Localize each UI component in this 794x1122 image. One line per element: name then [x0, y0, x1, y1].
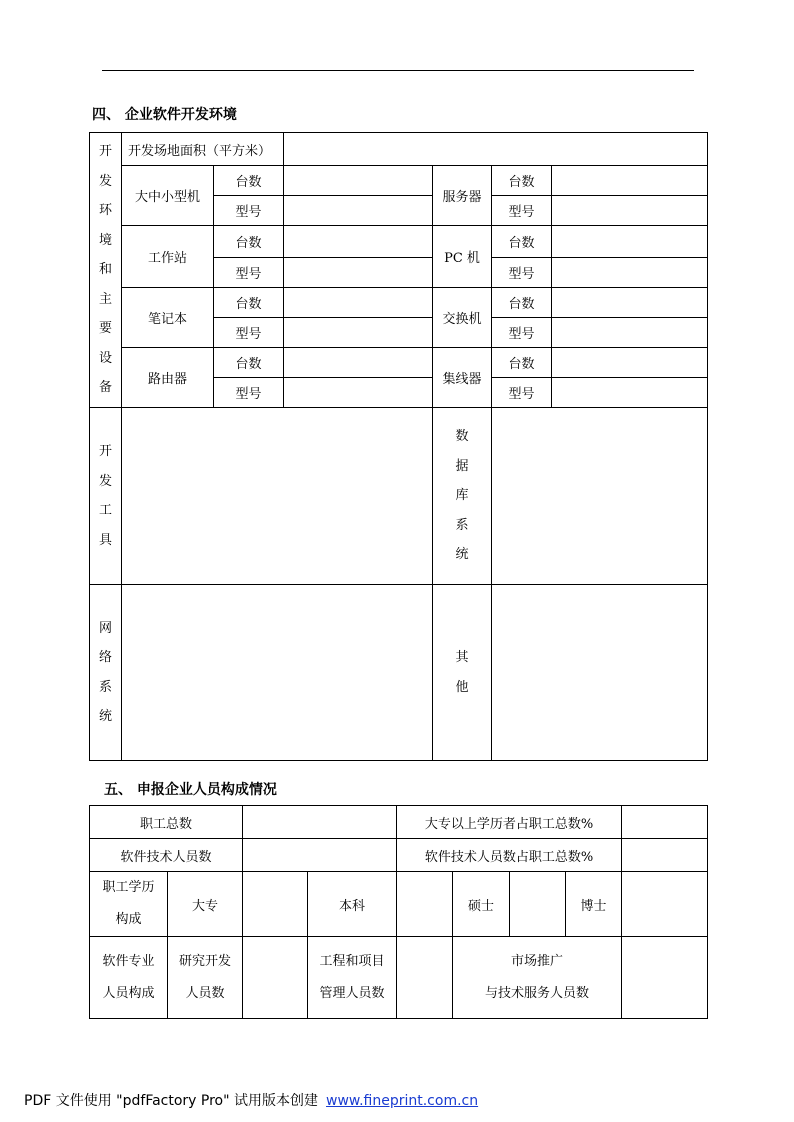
- doctor-label: 博士: [566, 872, 622, 937]
- dev-tools-input[interactable]: [122, 408, 433, 585]
- market-service-label: 市场推广 与技术服务人员数: [453, 937, 622, 1019]
- model-label: 型号: [214, 196, 284, 226]
- device-workstation-label: 工作站: [122, 226, 214, 288]
- model-label: 型号: [492, 258, 552, 288]
- total-staff-label: 职工总数: [90, 806, 243, 839]
- db-system-label: 数 据 库 系 统: [433, 408, 492, 585]
- db-system-input[interactable]: [492, 408, 708, 585]
- count-label: 台数: [214, 348, 284, 378]
- edu-composition-label: 职工学历 构成: [90, 872, 168, 937]
- count-label: 台数: [492, 166, 552, 196]
- count-label: 台数: [214, 226, 284, 258]
- eng-mgmt-input[interactable]: [397, 937, 453, 1019]
- sw-tech-ratio-label: 软件技术人员数占职工总数%: [397, 839, 622, 872]
- device-pc-label: PC 机: [433, 226, 492, 288]
- sw-composition-label: 软件专业 人员构成: [90, 937, 168, 1019]
- count-input[interactable]: [552, 226, 708, 258]
- total-staff-input[interactable]: [243, 806, 397, 839]
- model-input[interactable]: [552, 378, 708, 408]
- section4-title: 四、 企业软件开发环境: [92, 107, 237, 123]
- college-label: 大专: [168, 872, 243, 937]
- model-input[interactable]: [552, 318, 708, 348]
- master-input[interactable]: [510, 872, 566, 937]
- count-input[interactable]: [552, 348, 708, 378]
- device-router-label: 路由器: [122, 348, 214, 408]
- area-input[interactable]: [284, 133, 708, 166]
- device-hub-label: 集线器: [433, 348, 492, 408]
- count-input[interactable]: [284, 166, 433, 196]
- env-side-label: 开 发 环 境 和 主 要 设 备: [90, 133, 122, 408]
- count-label: 台数: [492, 288, 552, 318]
- bachelor-label: 本科: [308, 872, 397, 937]
- footer-text: PDF 文件使用 "pdfFactory Pro" 试用版本创建: [24, 1093, 319, 1109]
- count-input[interactable]: [284, 288, 433, 318]
- dev-tools-label: 开 发 工 具: [90, 408, 122, 585]
- other-input[interactable]: [492, 585, 708, 761]
- doctor-input[interactable]: [622, 872, 708, 937]
- bachelor-input[interactable]: [397, 872, 453, 937]
- model-input[interactable]: [284, 318, 433, 348]
- count-label: 台数: [214, 166, 284, 196]
- area-label: 开发场地面积（平方米）: [122, 133, 284, 166]
- college-ratio-input[interactable]: [622, 806, 708, 839]
- count-input[interactable]: [284, 226, 433, 258]
- model-label: 型号: [214, 318, 284, 348]
- model-label: 型号: [492, 318, 552, 348]
- count-label: 台数: [492, 226, 552, 258]
- footer-link[interactable]: www.fineprint.com.cn: [326, 1093, 479, 1109]
- staff-composition-table: [89, 805, 708, 1019]
- rnd-input[interactable]: [243, 937, 308, 1019]
- sw-tech-count-label: 软件技术人员数: [90, 839, 243, 872]
- section5-title: 五、 申报企业人员构成情况: [104, 782, 277, 798]
- device-server-label: 服务器: [433, 166, 492, 226]
- rnd-label: 研究开发 人员数: [168, 937, 243, 1019]
- device-notebook-label: 笔记本: [122, 288, 214, 348]
- dev-environment-table: [89, 132, 708, 761]
- count-input[interactable]: [284, 348, 433, 378]
- market-service-input[interactable]: [622, 937, 708, 1019]
- model-input[interactable]: [284, 258, 433, 288]
- college-ratio-label: 大专以上学历者占职工总数%: [397, 806, 622, 839]
- count-label: 台数: [214, 288, 284, 318]
- device-switch-label: 交换机: [433, 288, 492, 348]
- count-label: 台数: [492, 348, 552, 378]
- pdf-footer: [24, 1090, 478, 1110]
- sw-tech-ratio-input[interactable]: [622, 839, 708, 872]
- master-label: 硕士: [453, 872, 510, 937]
- network-system-label: 网 络 系 统: [90, 585, 122, 761]
- count-input[interactable]: [552, 166, 708, 196]
- model-label: 型号: [492, 378, 552, 408]
- other-label: 其 他: [433, 585, 492, 761]
- model-label: 型号: [492, 196, 552, 226]
- model-input[interactable]: [552, 258, 708, 288]
- count-input[interactable]: [552, 288, 708, 318]
- network-system-input[interactable]: [122, 585, 433, 761]
- device-large-label: 大中小型机: [122, 166, 214, 226]
- model-label: 型号: [214, 378, 284, 408]
- model-input[interactable]: [284, 378, 433, 408]
- model-input[interactable]: [284, 196, 433, 226]
- college-input[interactable]: [243, 872, 308, 937]
- header-rule: [102, 70, 694, 71]
- eng-mgmt-label: 工程和项目 管理人员数: [308, 937, 397, 1019]
- sw-tech-count-input[interactable]: [243, 839, 397, 872]
- model-label: 型号: [214, 258, 284, 288]
- model-input[interactable]: [552, 196, 708, 226]
